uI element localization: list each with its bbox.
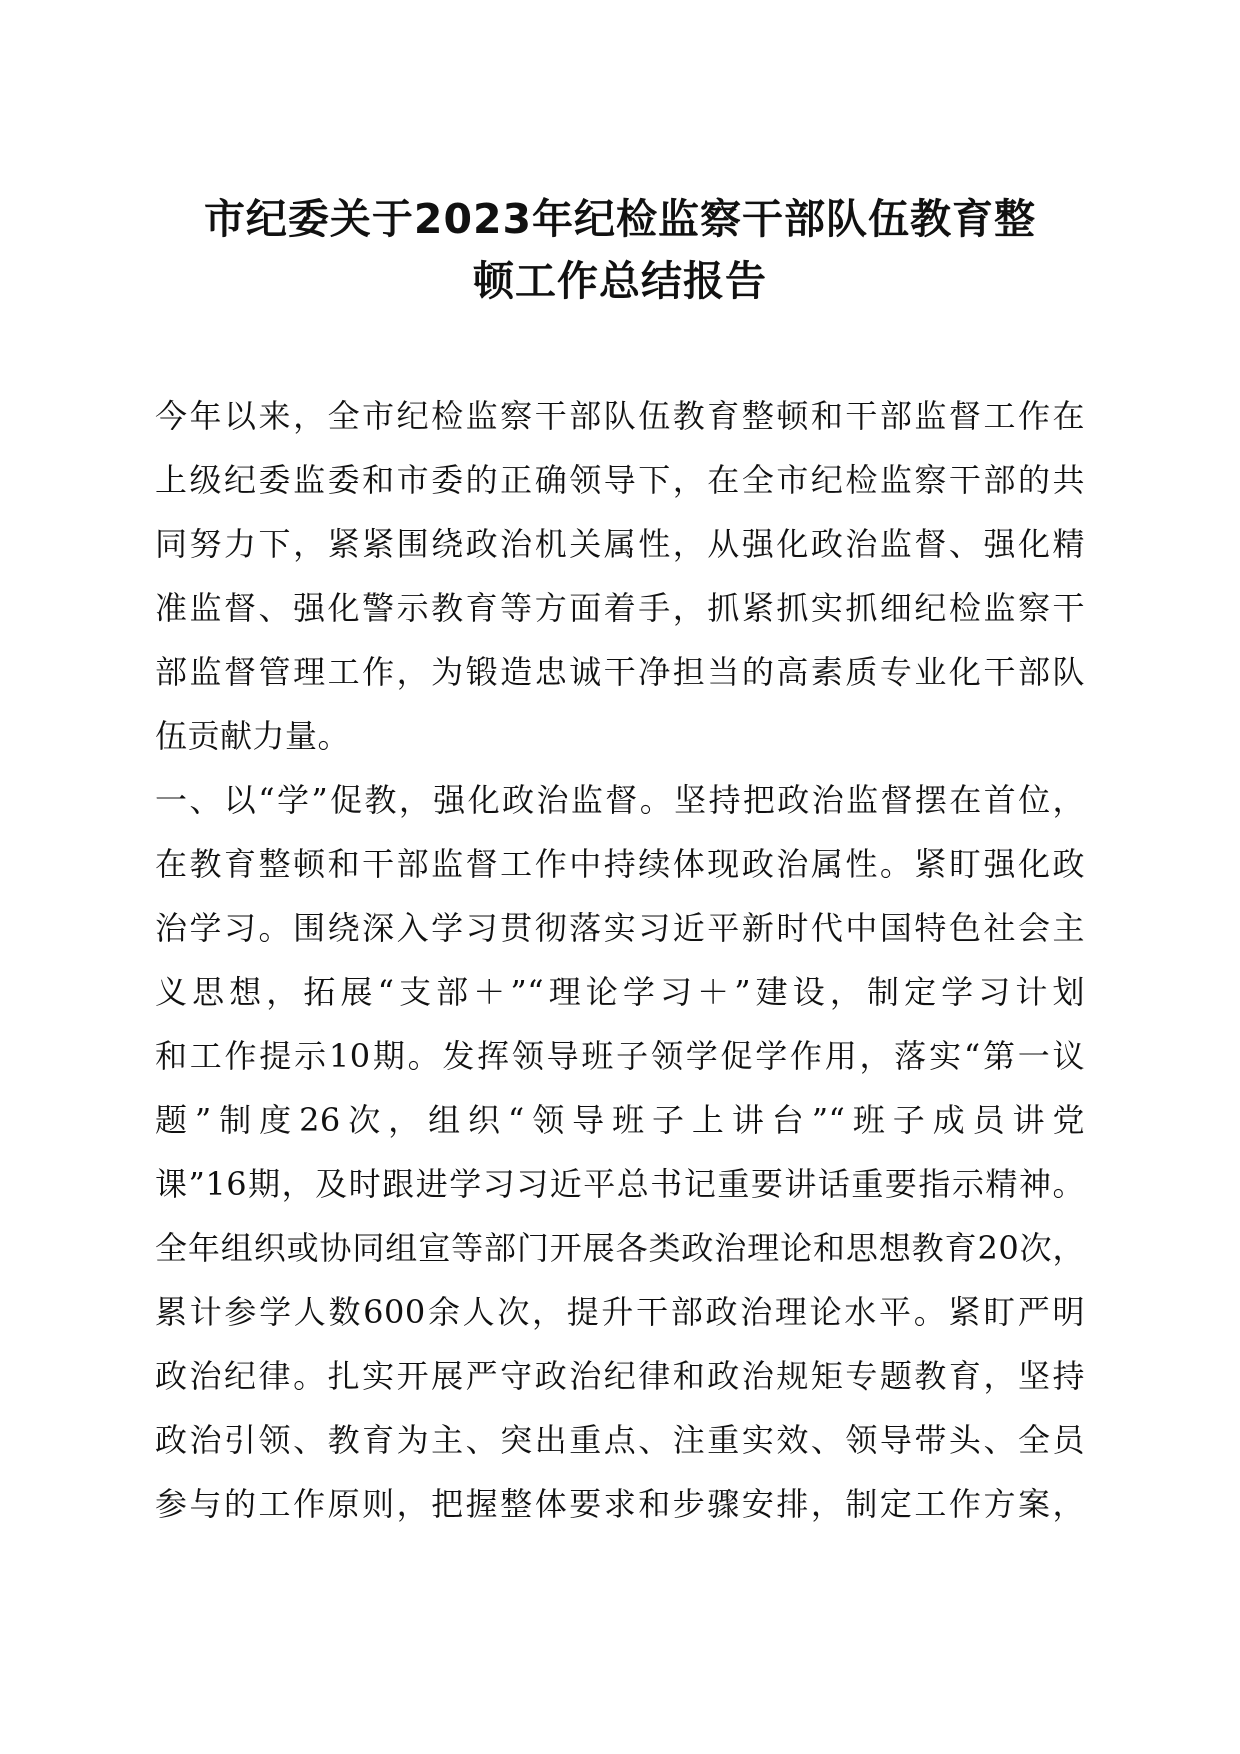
text-line: 伍贡献力量。 [155,717,351,755]
text-line: 政治引领、教育为主、突出重点、注重实效、领导带头、全员 [155,1421,1085,1459]
title-line-2: 顿工作总结报告 [473,257,767,305]
text-line: 在教育整顿和干部监督工作中持续体现政治属性。紧盯强化政 [155,845,1085,883]
text-line: 政治纪律。扎实开展严守政治纪律和政治规矩专题教育，坚持 [155,1357,1085,1395]
title-line-1: 市纪委关于2023年纪检监察干部队伍教育整 [203,195,1037,243]
text-line: 今年以来，全市纪检监察干部队伍教育整顿和干部监督工作在 [155,397,1085,435]
document-title [140,188,1100,312]
document-body [155,384,1085,1536]
text-line: 和工作提示10期。发挥领导班子领学促学作用，落实“第一议 [155,1037,1085,1075]
text-line: 全年组织或协同组宣等部门开展各类政治理论和思想教育20次， [155,1229,1085,1267]
text-line: 义思想，拓展“支部＋”“理论学习＋”建设，制定学习计划 [155,973,1085,1011]
paragraph-intro [155,384,1085,768]
text-line: 参与的工作原则，把握整体要求和步骤安排，制定工作方案， [155,1485,1085,1523]
text-line: 累计参学人数600余人次，提升干部政治理论水平。紧盯严明 [155,1293,1085,1331]
text-line: 同努力下，紧紧围绕政治机关属性，从强化政治监督、强化精 [155,525,1085,563]
text-line: 题”制度26次，组织“领导班子上讲台”“班子成员讲党 [155,1101,1085,1139]
text-line: 上级纪委监委和市委的正确领导下，在全市纪检监察干部的共 [155,461,1085,499]
text-line: 课”16期，及时跟进学习习近平总书记重要讲话重要指示精神。 [155,1165,1085,1203]
text-line: 一、以“学”促教，强化政治监督。坚持把政治监督摆在首位， [155,781,1085,819]
text-line: 准监督、强化警示教育等方面着手，抓紧抓实抓细纪检监察干 [155,589,1085,627]
text-line: 治学习。围绕深入学习贯彻落实习近平新时代中国特色社会主 [155,909,1085,947]
text-line: 部监督管理工作，为锻造忠诚干净担当的高素质专业化干部队 [155,653,1085,691]
paragraph-section-1 [155,768,1085,1536]
